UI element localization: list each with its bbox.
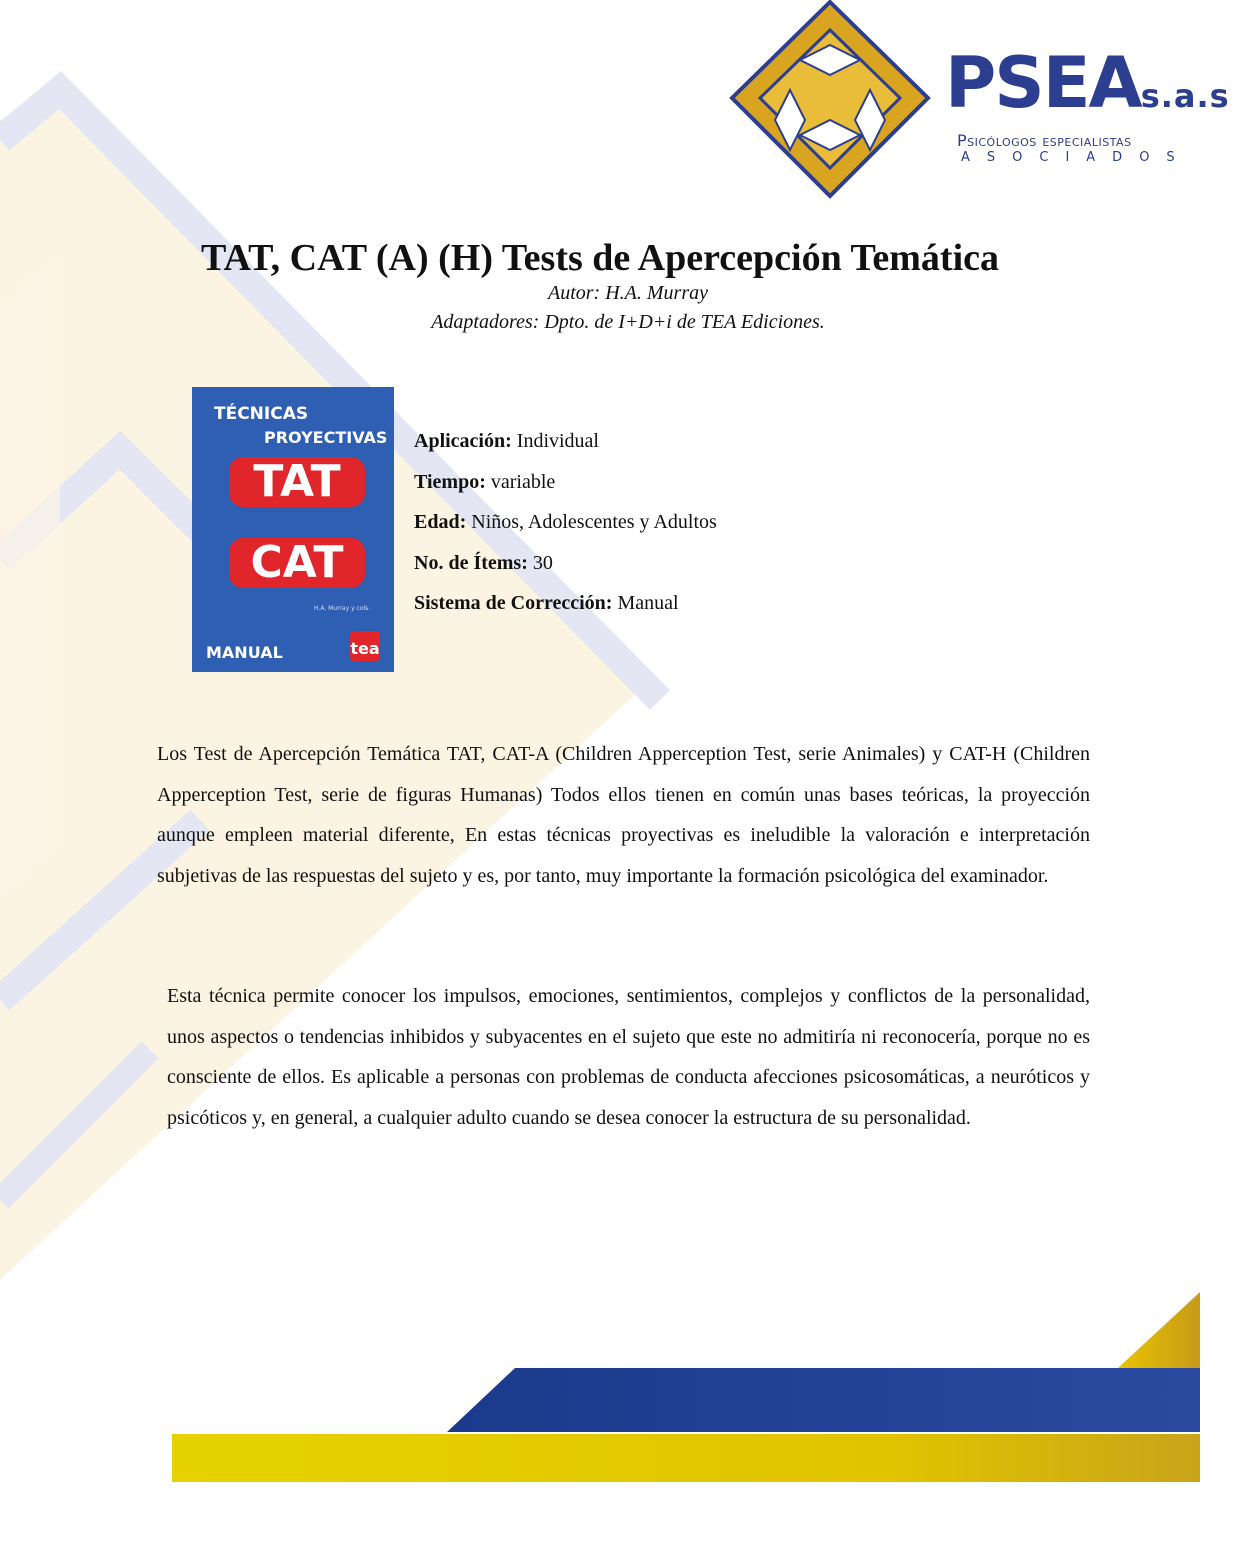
- cover-line-2: PROYECTIVAS: [264, 428, 388, 447]
- book-cover-image: [192, 387, 394, 672]
- logo-brand: PSEAs.a.s: [945, 42, 1230, 124]
- logo-tagline-2: ASOCIADOS: [961, 150, 1192, 165]
- info-row-aplicacion: Aplicación: Individual: [414, 430, 599, 452]
- cover-badge-cat: CAT: [229, 538, 365, 588]
- info-row-tiempo: Tiempo: variable: [414, 470, 556, 493]
- description-paragraph-2: Esta técnica permite conocer los impulsos, emociones, sentimientos, complejos y conflictos de la personalidad, unos aspectos o tendencias inhibidos y subyacentes en el sujeto que este no admitiría ni reconocería, porque no es consciente de ellos. Es aplicable a personas con problemas de conducta afecciones psicosomáticas, a neuróticos y psicóticos y, en general, a cualquier adulto cuando se desea conocer la estructura de su personalidad.: [167, 985, 1090, 1129]
- cover-badge-tat: TAT: [229, 457, 365, 507]
- test-info-list: [414, 429, 717, 632]
- cover-manual-label: MANUAL: [206, 643, 283, 662]
- adapters-line: Adaptadores: Dpto. de I+D+i de TEA Ediciones.: [431, 311, 825, 333]
- cover-line-1: TÉCNICAS: [214, 404, 309, 424]
- logo-wordmark: [945, 42, 1230, 165]
- tea-publisher-logo: tea: [350, 631, 380, 661]
- logo-tagline: Psicólogos especialistas: [957, 131, 1132, 150]
- footer-decoration: [0, 1320, 1200, 1500]
- cover-authors: H.A. Murray y cols.: [314, 605, 371, 612]
- description-paragraph-1: Los Test de Apercepción Temática TAT, CAT-A (Children Apperception Test, serie Animales) y CAT-H (Children Apperception Test, serie de figuras Humanas) Todos ellos tienen en común unas bases teóricas, la proyección aunque empleen material diferente, En estas técnicas proyectivas es ineludible la valoración e interpretación subjetivas de las respuestas del sujeto y es, por tanto, muy importante la formación psicológica del examinador.: [157, 743, 1090, 887]
- info-row-edad: Edad: Niños, Adolescentes y Adultos: [414, 511, 717, 533]
- info-row-items: No. de Ítems: 30: [414, 551, 553, 574]
- info-row-correccion: Sistema de Corrección: Manual: [414, 592, 679, 614]
- page-title: TAT, CAT (A) (H) Tests de Apercepción Temática: [201, 237, 999, 279]
- author-line: Autor: H.A. Murray: [548, 282, 708, 304]
